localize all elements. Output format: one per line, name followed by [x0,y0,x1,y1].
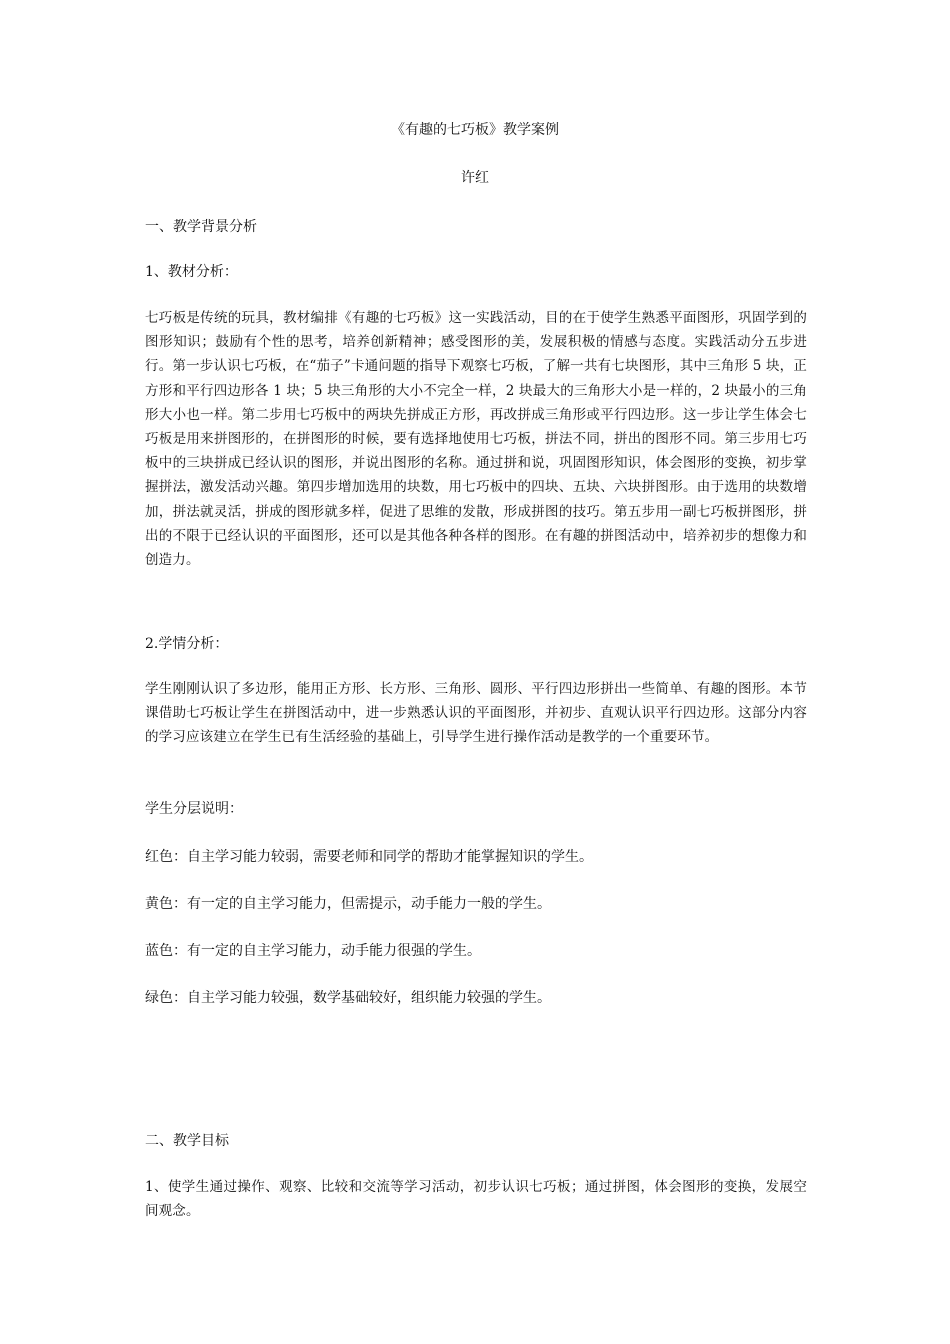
document-author: 许红 [461,170,489,186]
document-title: 《有趣的七巧板》教学案例 [391,122,559,138]
goal-item-1: 1、使学生通过操作、观察、比较和交流等学习活动，初步认识七巧板；通过拼图，体会图形的变换，发展空间观念。 [145,1179,807,1220]
section-heading-background: 一、教学背景分析 [145,219,257,235]
level-red-description: 红色：自主学习能力较弱，需要老师和同学的帮助才能掌握知识的学生。 [145,849,593,865]
paragraph-textbook-analysis: 七巧板是传统的玩具，教材编排《有趣的七巧板》这一实践活动，目的在于使学生熟悉平面图形，巩固学到的图形知识；鼓励有个性的思考，培养创新精神；感受图形的美，发展积极的情感与态度。实践活动分五步进行。第一步认识七巧板，在“茄子”卡通问题的指导下观察七巧板，了解一共有七块图形，其中三角形 5 块，正方形和平行四边形各 1 块；5 块三角形的大小不完全一样，2 块最大的三角形大小是一样的，2 块最小的三角形大小也一样。第二步用七巧板中的两块先拼成正方形，再改拼成三角形或平行四边形。这一步让学生体会七巧板是用来拼图形的，在拼图形的时候，要有选择地使用七巧板，拼法不同，拼出的图形不同。第三步用七巧板中的三块拼成已经认识的图形，并说出图形的名称。通过拼和说，巩固图形知识，体会图形的变换，初步掌握拼法，激发活动兴趣。第四步增加选用的块数，用七巧板中的四块、五块、六块拼图形。由于选用的块数增加，拼法就灵活，拼成的图形就多样，促进了思维的发散，形成拼图的技巧。第五步用一副七巧板拼图形，拼出的不限于已经认识的平面图形，还可以是其他各种各样的图形。在有趣的拼图活动中，培养初步的想像力和创造力。 [145,310,807,569]
level-green-description: 绿色：自主学习能力较强，数学基础较好，组织能力较强的学生。 [145,990,551,1006]
section-heading-goals: 二、教学目标 [145,1133,229,1149]
subheading-student-analysis: 2.学情分析： [145,636,229,652]
level-yellow-description: 黄色：有一定的自主学习能力，但需提示，动手能力一般的学生。 [145,896,551,912]
paragraph-student-analysis: 学生刚刚认识了多边形，能用正方形、长方形、三角形、圆形、平行四边形拼出一些简单、有趣的图形。本节课借助七巧板让学生在拼图活动中，进一步熟悉认识的平面图形，并初步、直观认识平行四边形。这部分内容的学习应该建立在学生已有生活经验的基础上，引导学生进行操作活动是教学的一个重要环节。 [145,681,807,746]
level-blue-description: 蓝色：有一定的自主学习能力，动手能力很强的学生。 [145,943,481,959]
student-levels-heading: 学生分层说明： [145,801,243,817]
subheading-textbook-analysis: 1、教材分析： [145,264,238,280]
